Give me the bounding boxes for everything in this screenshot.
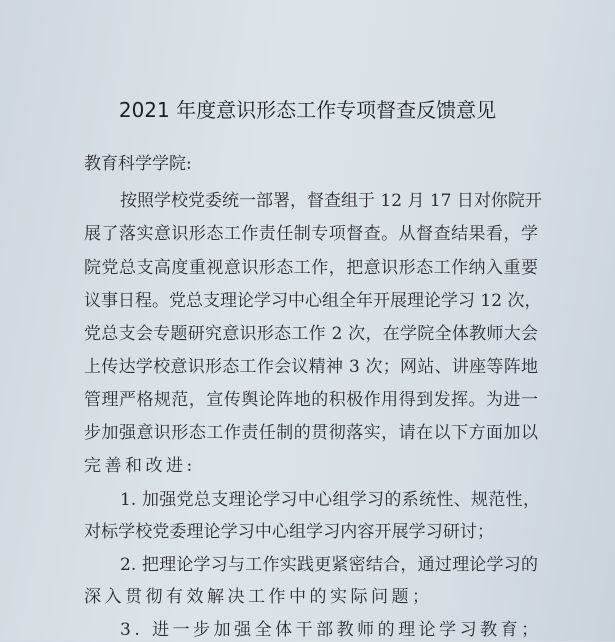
document-title: 2021 年度意识形态工作专项督查反馈意见 bbox=[118, 98, 497, 122]
body-line: 按照学校党委统一部署，督查组于 12 月 17 日对你院开 bbox=[120, 191, 542, 211]
list-item-3: 3. 进一步加强全体干部教师的理论学习教育； bbox=[120, 620, 542, 640]
body-line: 院党总支高度重视意识形态工作，把意识形态工作纳入重要 bbox=[84, 258, 538, 278]
body-line: 完善和改进: bbox=[84, 456, 196, 476]
body-line: 步加强意识形态工作责任制的贯彻落实，请在以下方面加以 bbox=[84, 423, 538, 443]
body-line: 党总支会专题研究意识形态工作 2 次，在学院全体教师大会 bbox=[84, 324, 538, 344]
body-line: 上传达学校意识形态工作会议精神 3 次；网站、讲座等阵地 bbox=[84, 357, 538, 377]
salutation: 教育科学学院: bbox=[84, 154, 192, 174]
body-line: 展了落实意识形态工作责任制专项督查。从督查结果看，学 bbox=[84, 224, 538, 244]
list-item-1: 1. 加强党总支理论学习中心组学习的系统性、规范性， bbox=[120, 490, 540, 510]
list-item-1-cont: 对标学校党委理论学习中心组学习内容开展学习研讨； bbox=[84, 522, 494, 542]
list-item-2: 2. 把理论学习与工作实践更紧密结合，通过理论学习的 bbox=[120, 555, 538, 575]
body-line: 管理严格规范，宣传舆论阵地的积极作用得到发挥。为进一 bbox=[84, 390, 538, 410]
body-line: 议事日程。党总支理论学习中心组全年开展理论学习 12 次， bbox=[84, 291, 542, 311]
list-item-2-cont: 深入贯彻有效解决工作中的实际问题； bbox=[84, 587, 433, 607]
